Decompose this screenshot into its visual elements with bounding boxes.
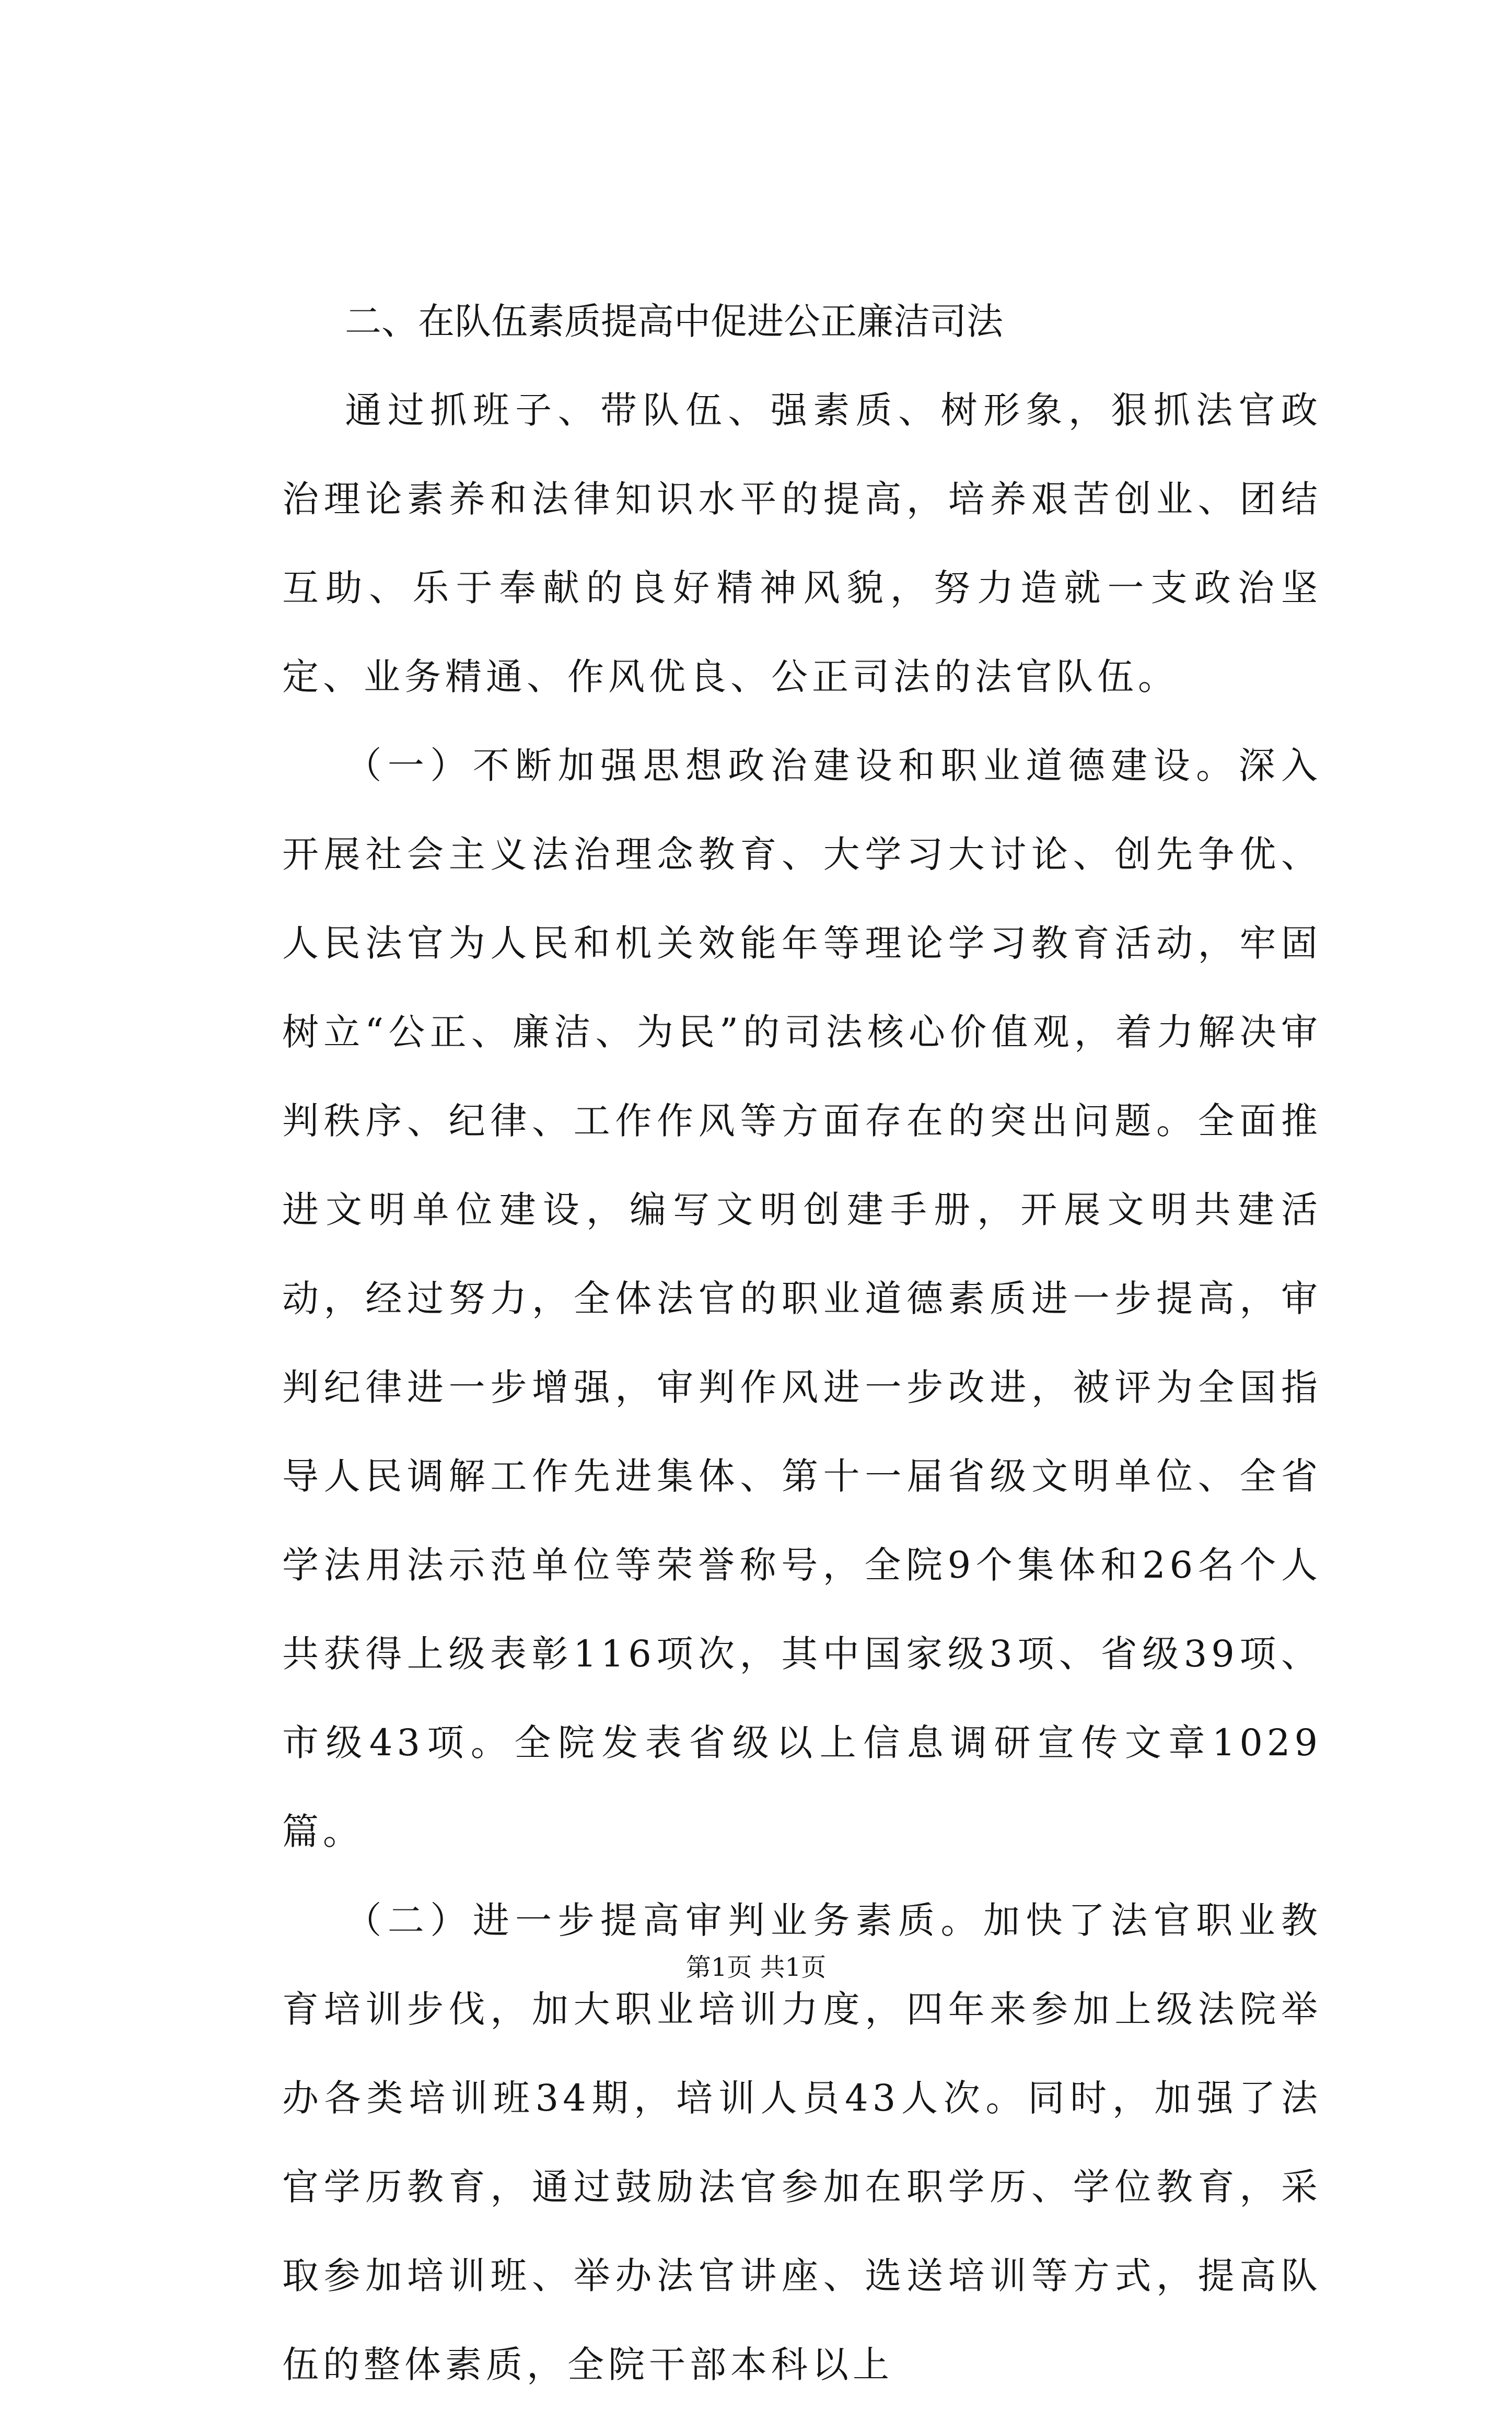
subsection-2-paragraph: （二）进一步提高审判业务素质。加快了法官职业教育培训步伐，加大职业培训力度，四年来参加上级法院举办各类培训班34期，培训人员43人次。同时，加强了法官学历教育，通过鼓励法官参加在职学历、学位教育，采取参加培训班、举办法官讲座、选送培训等方式，提高队伍的整体素质，全院干部本科以上 [282,1899,1322,2386]
subsection-1-paragraph: （一）不断加强思想政治建设和职业道德建设。深入开展社会主义法治理念教育、大学习大讨论、创先争优、人民法官为人民和机关效能年等理论学习教育活动，牢固树立“公正、廉洁、为民”的司法核心价值观，着力解决审判秩序、纪律、工作作风等方面存在的突出问题。全面推进文明单位建设，编写文明创建手册，开展文明共建活动，经过努力，全体法官的职业道德素质进一步提高，审判纪律进一步增强，审判作风进一步改进，被评为全国指导人民调解工作先进集体、第十一届省级文明单位、全省学法用法示范单位等荣誉称号，全院9个集体和26名个人共获得上级表彰116项次，其中国家级3项、省级39项、市级43项。全院发表省级以上信息调研宣传文章1029篇。 [282,744,1322,1853]
page-footer: 第1页 共1页 [685,1953,827,1982]
section-heading: 二、在队伍素质提高中促进公正廉洁司法 [345,300,1003,343]
intro-paragraph: 通过抓班子、带队伍、强素质、树形象，狠抓法官政治理论素养和法律知识水平的提高，培养艰苦创业、团结互助、乐于奉献的良好精神风貌，努力造就一支政治坚定、业务精通、作风优良、公正司法的法官队伍。 [282,389,1322,698]
document-body [282,277,1322,2409]
